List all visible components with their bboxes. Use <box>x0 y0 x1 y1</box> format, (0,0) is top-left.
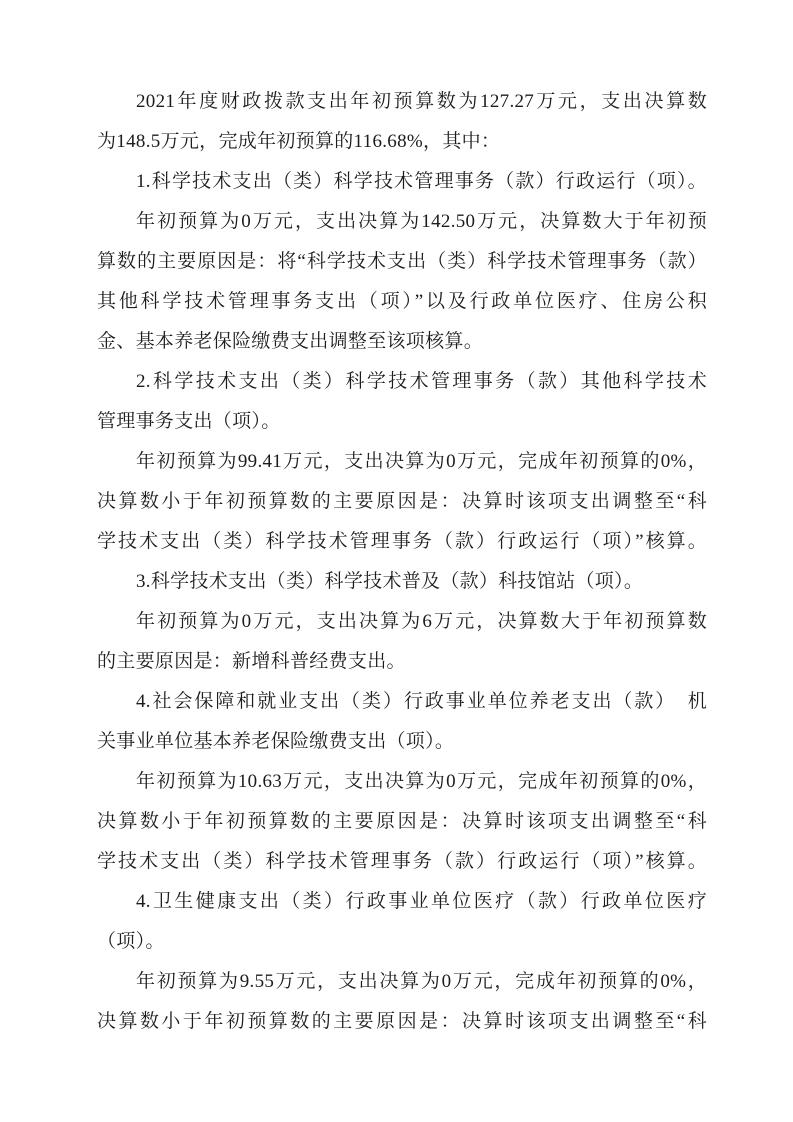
text-line: 决算数小于年初预算数的主要原因是：决算时该项支出调整至“科 <box>97 811 707 832</box>
text-line: 为148.5万元，完成年初预算的116.68%，其中： <box>97 131 501 152</box>
text-line: 4.卫生健康支出（类）行政事业单位医疗（款）行政单位医疗 <box>136 891 707 912</box>
text-line: 学技术支出（类）科学技术管理事务（款）行政运行（项）”核算。 <box>97 851 707 872</box>
document-page <box>97 82 707 1042</box>
text-line: 2021年度财政拨款支出年初预算数为127.27万元，支出决算数 <box>136 91 707 112</box>
text-line: 年初预算为0万元，支出决算为142.50万元，决算数大于年初预 <box>136 211 707 232</box>
text-line: 4.社会保障和就业支出（类）行政事业单位养老支出（款） 机 <box>136 691 707 712</box>
text-line: 决算数小于年初预算数的主要原因是：决算时该项支出调整至“科 <box>97 491 707 512</box>
text-line: （项）。 <box>97 931 165 952</box>
text-line: 金、基本养老保险缴费支出调整至该项核算。 <box>97 331 484 352</box>
text-line: 关事业单位基本养老保险缴费支出（项）。 <box>97 731 455 752</box>
text-line: 年初预算为99.41万元，支出决算为0万元，完成年初预算的0%， <box>136 451 707 472</box>
text-line: 年初预算为0万元，支出决算为6万元，决算数大于年初预算数 <box>136 611 707 632</box>
text-line: 1.科学技术支出（类）科学技术管理事务（款）行政运行（项）。 <box>136 171 707 192</box>
text-line: 年初预算为10.63万元，支出决算为0万元，完成年初预算的0%， <box>136 771 707 792</box>
text-line: 其他科学技术管理事务支出（项）”以及行政单位医疗、住房公积 <box>97 291 707 312</box>
text-line: 决算数小于年初预算数的主要原因是：决算时该项支出调整至“科 <box>97 1011 707 1032</box>
text-line: 学技术支出（类）科学技术管理事务（款）行政运行（项）”核算。 <box>97 531 707 552</box>
text-line: 算数的主要原因是：将“科学技术支出（类）科学技术管理事务（款） <box>97 251 707 272</box>
text-line: 的主要原因是：新增科普经费支出。 <box>97 651 406 672</box>
text-line: 2.科学技术支出（类）科学技术管理事务（款）其他科学技术 <box>136 371 707 392</box>
text-line: 3.科学技术支出（类）科学技术普及（款）科技馆站（项）。 <box>136 571 644 592</box>
text-line: 管理事务支出（项）。 <box>97 411 281 432</box>
text-line: 年初预算为9.55万元，支出决算为0万元，完成年初预算的0%， <box>136 971 707 992</box>
